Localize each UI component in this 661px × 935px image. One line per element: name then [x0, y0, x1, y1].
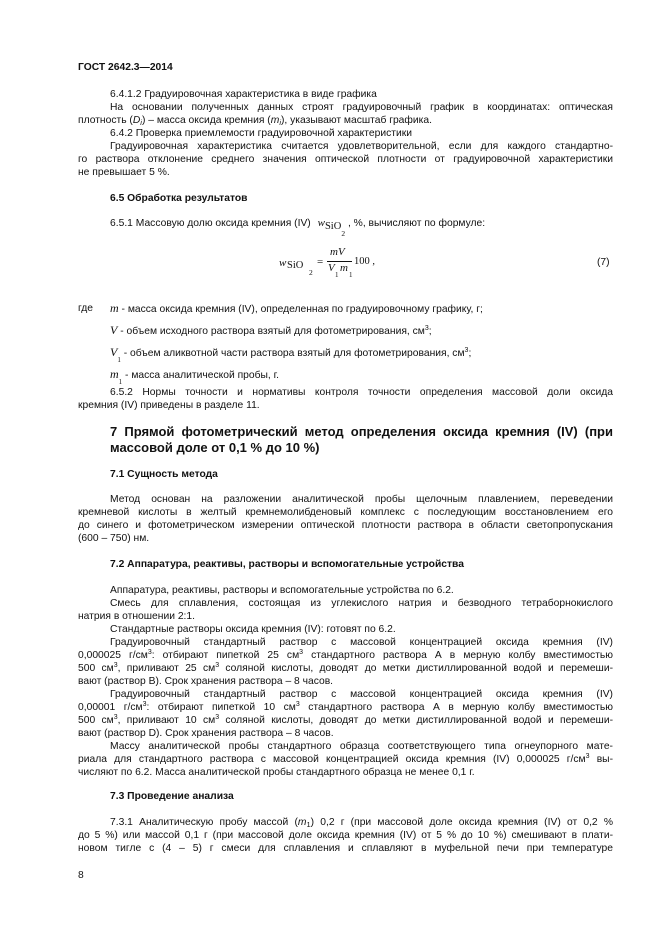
- paragraph-line: Градуировочная характеристика считается удовлетворительной, если для каждого стандартно-: [110, 141, 613, 152]
- paragraph-line: вают (раствор В). Срок хранения раствора – 8 часов.: [78, 676, 334, 687]
- paragraph-line: Стандартные растворы оксида кремния (IV): готовят по 6.2.: [110, 624, 396, 635]
- paragraph-line: до 5 %) или массой 0,1 г (при массовой доле оксида кремния (IV) от 5 % до 10 %) смешивают в плати-: [78, 830, 613, 841]
- paragraph-line: до синего и фотометрическом измерении оптической плотности раствора в области светопропускания: [78, 520, 613, 531]
- clause-6-4-1-2-title: 6.4.1.2 Градуировочная характеристика в виде графика: [110, 89, 377, 100]
- formula-numerator: mV: [330, 246, 345, 258]
- section-7-heading: 7 Прямой фотометрический метод определения оксида кремния (IV) (при: [110, 424, 613, 439]
- paragraph-line: 500 $см^3$, приливают 25 $см^3$ соляной кислоты, доводят до метки дистиллированной водой и перемеши-: [78, 662, 613, 674]
- paragraph-line: кремневой кислоты в желтый кремнемолибденовый комплекс с последующим восстановлением его: [78, 507, 613, 518]
- clause-6-4-2-title: 6.4.2 Проверка приемлемости градуировочной характеристики: [110, 128, 412, 139]
- definition-V: V - объем исходного раствора взятый для фотометрирования, $см^3$;: [110, 323, 432, 337]
- paragraph-line: 0,000025 $г/см^3$: отбирают пипеткой 25 $см^3$ стандартного раствора А в мерную колбу вместимостью: [78, 649, 614, 661]
- paragraph-line: натрия в отношении 2:1.: [78, 611, 195, 622]
- formula-7: w SiO 2 = mV V 1 m 1 100 ,: [279, 246, 375, 279]
- paragraph-line: кремния (IV) приведены в разделе 11.: [78, 400, 260, 411]
- paragraph-line: не превышает 5 %.: [78, 167, 170, 178]
- where-label: где: [78, 303, 94, 314]
- paragraph-line: Метод основан на разложении аналитической пробы щелочным плавлением, переведении: [110, 494, 613, 505]
- clause-6-5-1: 6.5.1 Массовую долю оксида кремния (IV) wSiO$_2$ , %, вычисляют по формуле:: [110, 217, 486, 238]
- symbol-w: w: [317, 217, 325, 229]
- paragraph-line: плотность $(D_i)$ – масса оксида кремния $(m_i)$, указывают масштаб графика.: [78, 115, 432, 127]
- paragraph-line: На основании полученных данных строят градуировочный график в координатах: оптическая: [110, 102, 613, 113]
- paragraph-line: Градуировочный стандартный раствор с массовой концентрацией оксида кремния (IV): [110, 637, 613, 648]
- definition-V1: $V_1$ - объем аликвотной части раствора взятый для фотометрирования, $см^3$;: [110, 345, 472, 364]
- paragraph-line: риала для стандартного раствора с массовой концентрацией оксида кремния (IV) 0,000025 $г/см^3$ вы-: [78, 753, 613, 765]
- section-6-5-heading: 6.5 Обработка результатов: [110, 193, 248, 204]
- paragraph-line: 7.3.1 Аналитическую пробу массой $(m_1)$ 0,2 г (при массовой доле оксида кремния (IV) от 0,2 %: [110, 817, 614, 829]
- paragraph-line: 500 $см^3$, приливают 10 $см^3$ соляной кислоты, доводят до метки дистиллированной водой и перемеши-: [78, 714, 613, 726]
- section-7-2-heading: 7.2 Аппаратура, реактивы, растворы и вспомогательные устройства: [110, 559, 464, 570]
- paragraph-line: числяют по 6.2. Масса аналитической пробы стандартного образца не менее 0,1 г.: [78, 767, 475, 778]
- paragraph-line: Массу аналитической пробы стандартного образца соответствующего типа огнеупорного мате-: [110, 741, 613, 752]
- paragraph-line: Градуировочный стандартный раствор с массовой концентрацией оксида кремния (IV): [110, 689, 613, 700]
- paragraph-line: Смесь для сплавления, состоящая из углекислого натрия и безводного тетраборнокислого: [110, 598, 613, 609]
- paragraph-line: вают (раствор D). Срок хранения раствора – 8 часов.: [78, 728, 334, 739]
- paragraph-line: го раствора отклонение среднего значения оптической плотности от градуировочной характеристики: [78, 154, 613, 165]
- paragraph-line: Аппаратура, реактивы, растворы и вспомогательные устройства по 6.2.: [110, 585, 454, 596]
- clause-6-5-2: 6.5.2 Нормы точности и нормативы контроля точности определения массовой доли оксида: [110, 387, 613, 398]
- paragraph-line: (600 – 750) нм.: [78, 533, 150, 544]
- definition-m: m - масса оксида кремния (IV), определенная по градуировочному графику, г;: [110, 301, 483, 315]
- document-header: ГОСТ 2642.3—2014: [78, 62, 173, 73]
- section-7-heading-cont: массовой доле от 0,1 % до 10 %): [110, 440, 320, 455]
- equation-number: (7): [597, 257, 610, 268]
- section-7-3-heading: 7.3 Проведение анализа: [110, 791, 234, 802]
- definition-m1: $m_1$ - масса аналитической пробы, г.: [110, 367, 279, 386]
- paragraph-line: 0,00001 $г/см^3$: отбирают пипеткой 10 $см^3$ стандартного раствора А в мерную колбу вместимостью: [78, 701, 613, 713]
- page-number: 8: [78, 870, 84, 881]
- section-7-1-heading: 7.1 Сущность метода: [110, 469, 218, 480]
- paragraph-line: новом тигле с (4 – 5) г смеси для сплавления и сплавляют в муфельной печи при температуре: [78, 843, 613, 854]
